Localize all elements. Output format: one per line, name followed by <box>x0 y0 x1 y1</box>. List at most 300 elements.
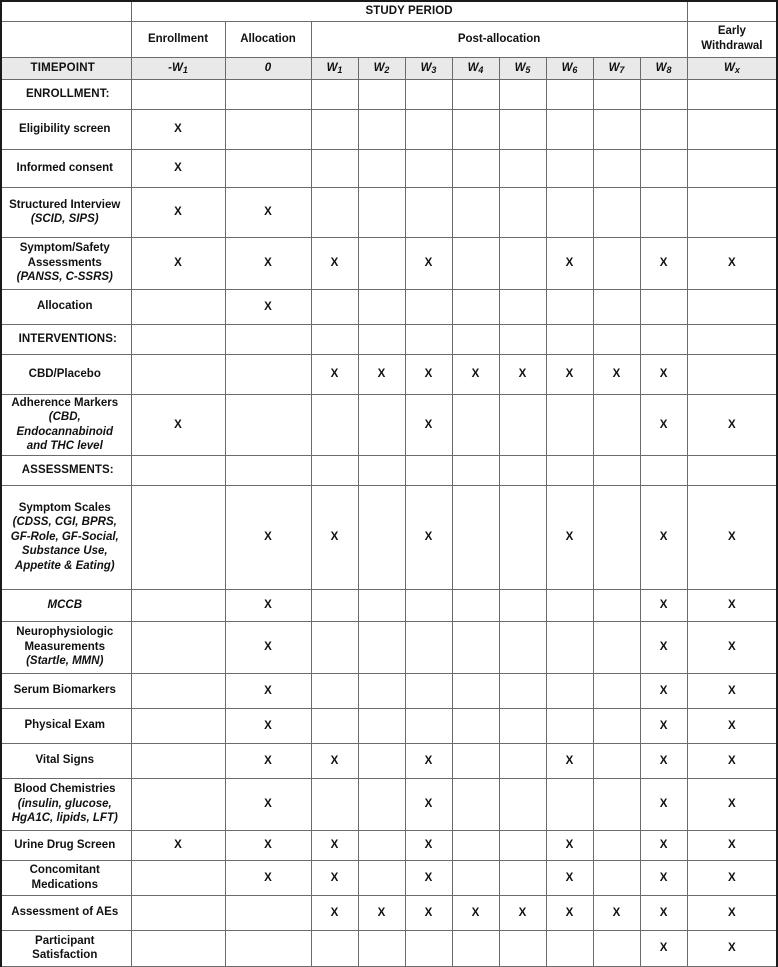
mark-cell-w2: X <box>358 895 405 930</box>
mark-cell-w3: X <box>405 830 452 860</box>
empty-cell-w3 <box>405 708 452 743</box>
empty-cell-w4 <box>452 708 499 743</box>
table-row <box>1 589 777 621</box>
section-cell-w2 <box>358 324 405 354</box>
empty-cell-w6 <box>546 673 593 708</box>
empty-cell-w3 <box>405 109 452 149</box>
empty-cell-w5 <box>499 930 546 966</box>
mark-cell-w8: X <box>640 895 687 930</box>
empty-cell-w5 <box>499 589 546 621</box>
empty-cell-w7 <box>593 589 640 621</box>
mark-cell-w4: X <box>452 895 499 930</box>
row-label: Informed consent <box>1 149 131 187</box>
empty-cell-w5 <box>499 830 546 860</box>
empty-cell-w2 <box>358 485 405 589</box>
timepoint-w8: $W_8$ <box>640 57 687 79</box>
mark-cell-wx: X <box>687 485 777 589</box>
header-corner-blank-right <box>687 1 777 21</box>
section-row <box>1 79 777 109</box>
row-label-italic: (CBD, Endocannabinoid and THC level <box>16 411 113 452</box>
group-early-withdrawal: Early Withdrawal <box>687 21 777 57</box>
timepoint-w4: $W_4$ <box>452 57 499 79</box>
section-cell-w6 <box>546 324 593 354</box>
mark-cell-alloc: X <box>225 778 311 830</box>
mark-cell-w2: X <box>358 354 405 394</box>
mark-cell-alloc: X <box>225 187 311 237</box>
group-header-row <box>1 21 777 57</box>
timepoint-w6: $W_6$ <box>546 57 593 79</box>
mark-cell-enroll: X <box>131 394 225 455</box>
empty-cell-w1 <box>311 149 358 187</box>
empty-cell-w6 <box>546 778 593 830</box>
section-title: INTERVENTIONS: <box>1 324 131 354</box>
empty-cell-w2 <box>358 621 405 673</box>
empty-cell-w2 <box>358 149 405 187</box>
mark-cell-w6: X <box>546 743 593 778</box>
section-cell-w6 <box>546 455 593 485</box>
section-cell-w8 <box>640 324 687 354</box>
empty-cell-w1 <box>311 589 358 621</box>
mark-cell-w8: X <box>640 354 687 394</box>
mark-cell-w8: X <box>640 830 687 860</box>
mark-cell-w1: X <box>311 743 358 778</box>
row-label: Eligibility screen <box>1 109 131 149</box>
empty-cell-enroll <box>131 930 225 966</box>
mark-cell-alloc: X <box>225 830 311 860</box>
empty-cell-w4 <box>452 394 499 455</box>
empty-cell-w6 <box>546 708 593 743</box>
mark-cell-wx: X <box>687 895 777 930</box>
section-cell-w8 <box>640 79 687 109</box>
row-label: Adherence Markers (CBD, Endocannabinoid and THC level <box>1 394 131 455</box>
section-cell-alloc <box>225 79 311 109</box>
empty-cell-w6 <box>546 394 593 455</box>
timepoint-subscript: 3 <box>431 64 437 75</box>
mark-cell-w6: X <box>546 237 593 289</box>
timepoint-alloc: 0 <box>225 57 311 79</box>
section-row <box>1 455 777 485</box>
mark-cell-w7: X <box>593 895 640 930</box>
empty-cell-wx <box>687 187 777 237</box>
empty-cell-w3 <box>405 930 452 966</box>
empty-cell-w8 <box>640 289 687 324</box>
section-cell-w5 <box>499 79 546 109</box>
empty-cell-w1 <box>311 187 358 237</box>
row-label: Structured Interview (SCID, SIPS) <box>1 187 131 237</box>
timepoint-subscript: 1 <box>182 64 188 75</box>
empty-cell-enroll <box>131 743 225 778</box>
empty-cell-w5 <box>499 109 546 149</box>
empty-cell-w1 <box>311 394 358 455</box>
empty-cell-w2 <box>358 109 405 149</box>
empty-cell-w4 <box>452 485 499 589</box>
empty-cell-wx <box>687 149 777 187</box>
empty-cell-w5 <box>499 289 546 324</box>
timepoint-w1: $W_1$ <box>311 57 358 79</box>
row-label: Symptom Scales (CDSS, CGI, BPRS, GF-Role, GF-Social, Substance Use, Appetite & Eating) <box>1 485 131 589</box>
empty-cell-w2 <box>358 708 405 743</box>
row-label <box>1 589 131 621</box>
mark-cell-wx: X <box>687 860 777 895</box>
empty-cell-w4 <box>452 589 499 621</box>
empty-cell-enroll <box>131 895 225 930</box>
section-row <box>1 324 777 354</box>
timepoint-subscript: 8 <box>666 64 672 75</box>
empty-cell-w5 <box>499 394 546 455</box>
empty-cell-w3 <box>405 621 452 673</box>
empty-cell-w2 <box>358 589 405 621</box>
empty-cell-w6 <box>546 289 593 324</box>
timepoint-wx: $W_x$ <box>687 57 777 79</box>
study-period-header: STUDY PERIOD <box>131 1 687 21</box>
mark-cell-w8: X <box>640 930 687 966</box>
mark-cell-enroll: X <box>131 830 225 860</box>
empty-cell-w8 <box>640 187 687 237</box>
section-cell-wx <box>687 455 777 485</box>
mark-cell-w8: X <box>640 860 687 895</box>
row-label: Concomitant Medications <box>1 860 131 895</box>
section-cell-w6 <box>546 79 593 109</box>
empty-cell-w5 <box>499 743 546 778</box>
empty-cell-w6 <box>546 621 593 673</box>
table-row <box>1 860 777 895</box>
table-row <box>1 187 777 237</box>
empty-cell-w3 <box>405 149 452 187</box>
empty-cell-w2 <box>358 830 405 860</box>
empty-cell-w4 <box>452 830 499 860</box>
empty-cell-wx <box>687 354 777 394</box>
empty-cell-w4 <box>452 149 499 187</box>
mark-cell-w1: X <box>311 895 358 930</box>
empty-cell-w5 <box>499 673 546 708</box>
empty-cell-wx <box>687 109 777 149</box>
timepoint-subscript: x <box>734 64 740 75</box>
empty-cell-w7 <box>593 149 640 187</box>
section-cell-w3 <box>405 79 452 109</box>
section-cell-enroll <box>131 455 225 485</box>
table-row <box>1 289 777 324</box>
table-row <box>1 673 777 708</box>
empty-cell-w2 <box>358 394 405 455</box>
empty-cell-w7 <box>593 778 640 830</box>
row-label: Vital Signs <box>1 743 131 778</box>
row-label: Urine Drug Screen <box>1 830 131 860</box>
mark-cell-enroll: X <box>131 149 225 187</box>
empty-cell-w1 <box>311 930 358 966</box>
mark-cell-w8: X <box>640 394 687 455</box>
timepoint-w5: $W_5$ <box>499 57 546 79</box>
mark-cell-w8: X <box>640 237 687 289</box>
mark-cell-w8: X <box>640 778 687 830</box>
mark-cell-w3: X <box>405 743 452 778</box>
mark-cell-w4: X <box>452 354 499 394</box>
section-cell-alloc <box>225 324 311 354</box>
row-label-italic: (PANSS, C-SSRS) <box>16 271 113 284</box>
mark-cell-wx: X <box>687 708 777 743</box>
empty-cell-enroll <box>131 354 225 394</box>
empty-cell-w8 <box>640 109 687 149</box>
section-cell-w1 <box>311 455 358 485</box>
empty-cell-w4 <box>452 930 499 966</box>
mark-cell-w3: X <box>405 485 452 589</box>
group-row-blank <box>1 21 131 57</box>
timepoint-subscript: 2 <box>384 64 390 75</box>
row-label: Physical Exam <box>1 708 131 743</box>
mark-cell-w6: X <box>546 830 593 860</box>
section-cell-w3 <box>405 455 452 485</box>
empty-cell-w6 <box>546 187 593 237</box>
row-label-italic: (Startle, MMN) <box>26 655 104 668</box>
mark-cell-w1: X <box>311 860 358 895</box>
mark-cell-alloc: X <box>225 237 311 289</box>
empty-cell-w7 <box>593 860 640 895</box>
mark-cell-w3: X <box>405 237 452 289</box>
section-cell-wx <box>687 79 777 109</box>
section-cell-w4 <box>452 455 499 485</box>
mark-cell-w3: X <box>405 394 452 455</box>
mark-cell-w3: X <box>405 354 452 394</box>
table-body <box>1 79 777 966</box>
empty-cell-w4 <box>452 187 499 237</box>
mark-cell-w8: X <box>640 589 687 621</box>
empty-cell-w7 <box>593 394 640 455</box>
mark-cell-alloc: X <box>225 673 311 708</box>
mark-cell-wx: X <box>687 589 777 621</box>
empty-cell-w4 <box>452 237 499 289</box>
empty-cell-w7 <box>593 109 640 149</box>
empty-cell-enroll <box>131 289 225 324</box>
empty-cell-enroll <box>131 860 225 895</box>
row-label: Symptom/Safety Assessments (PANSS, C-SSRS) <box>1 237 131 289</box>
empty-cell-alloc <box>225 109 311 149</box>
mark-cell-wx: X <box>687 237 777 289</box>
group-enrollment: Enrollment <box>131 21 225 57</box>
empty-cell-w4 <box>452 778 499 830</box>
table-row <box>1 109 777 149</box>
table-row <box>1 708 777 743</box>
empty-cell-w2 <box>358 860 405 895</box>
section-cell-w1 <box>311 324 358 354</box>
group-post-allocation: Post-allocation <box>311 21 687 57</box>
empty-cell-w2 <box>358 930 405 966</box>
mark-cell-w5: X <box>499 895 546 930</box>
section-cell-w4 <box>452 79 499 109</box>
table-row <box>1 237 777 289</box>
table-header <box>1 1 777 79</box>
empty-cell-w5 <box>499 485 546 589</box>
mark-cell-w6: X <box>546 485 593 589</box>
empty-cell-enroll <box>131 485 225 589</box>
empty-cell-w2 <box>358 673 405 708</box>
row-label-italic: MCCB <box>47 598 82 611</box>
timepoint-enroll: $-W_1$ <box>131 57 225 79</box>
mark-cell-w8: X <box>640 708 687 743</box>
empty-cell-w6 <box>546 930 593 966</box>
row-label-italic: (SCID, SIPS) <box>30 213 99 225</box>
section-cell-enroll <box>131 79 225 109</box>
mark-cell-alloc: X <box>225 621 311 673</box>
empty-cell-w7 <box>593 830 640 860</box>
mark-cell-wx: X <box>687 621 777 673</box>
mark-cell-enroll: X <box>131 109 225 149</box>
mark-cell-w6: X <box>546 895 593 930</box>
row-label: Participant Satisfaction <box>1 930 131 966</box>
section-cell-w7 <box>593 324 640 354</box>
row-label: Neurophysiologic Measurements (Startle, MMN) <box>1 621 131 673</box>
empty-cell-enroll <box>131 778 225 830</box>
mark-cell-w3: X <box>405 895 452 930</box>
section-cell-w8 <box>640 455 687 485</box>
table-row <box>1 485 777 589</box>
mark-cell-alloc: X <box>225 289 311 324</box>
table-row <box>1 394 777 455</box>
section-title: ASSESSMENTS: <box>1 455 131 485</box>
empty-cell-w8 <box>640 149 687 187</box>
empty-cell-w2 <box>358 187 405 237</box>
table-row <box>1 778 777 830</box>
mark-cell-wx: X <box>687 673 777 708</box>
empty-cell-w2 <box>358 289 405 324</box>
mark-cell-wx: X <box>687 930 777 966</box>
empty-cell-w4 <box>452 743 499 778</box>
section-cell-w5 <box>499 455 546 485</box>
empty-cell-w1 <box>311 708 358 743</box>
table-row <box>1 895 777 930</box>
empty-cell-w4 <box>452 289 499 324</box>
timepoint-subscript: 1 <box>337 64 343 75</box>
section-cell-w5 <box>499 324 546 354</box>
empty-cell-w5 <box>499 778 546 830</box>
empty-cell-w2 <box>358 778 405 830</box>
table-row <box>1 830 777 860</box>
group-allocation: Allocation <box>225 21 311 57</box>
empty-cell-w1 <box>311 673 358 708</box>
timepoint-subscript: 5 <box>525 64 531 75</box>
mark-cell-w1: X <box>311 237 358 289</box>
section-cell-w7 <box>593 455 640 485</box>
section-cell-w3 <box>405 324 452 354</box>
mark-cell-alloc: X <box>225 708 311 743</box>
empty-cell-w7 <box>593 743 640 778</box>
timepoint-w3: $W_3$ <box>405 57 452 79</box>
section-cell-w2 <box>358 455 405 485</box>
mark-cell-wx: X <box>687 743 777 778</box>
empty-cell-w3 <box>405 289 452 324</box>
mark-cell-wx: X <box>687 830 777 860</box>
mark-cell-alloc: X <box>225 743 311 778</box>
mark-cell-w3: X <box>405 860 452 895</box>
empty-cell-w5 <box>499 237 546 289</box>
mark-cell-alloc: X <box>225 589 311 621</box>
empty-cell-w6 <box>546 589 593 621</box>
row-label: Blood Chemistries (insulin, glucose, HgA1C, lipids, LFT) <box>1 778 131 830</box>
empty-cell-w4 <box>452 109 499 149</box>
mark-cell-w5: X <box>499 354 546 394</box>
empty-cell-w3 <box>405 187 452 237</box>
timepoint-subscript: 7 <box>619 64 625 75</box>
mark-cell-w8: X <box>640 673 687 708</box>
mark-cell-w8: X <box>640 743 687 778</box>
table-row <box>1 149 777 187</box>
empty-cell-enroll <box>131 621 225 673</box>
empty-cell-w4 <box>452 621 499 673</box>
table-row <box>1 354 777 394</box>
empty-cell-wx <box>687 289 777 324</box>
empty-cell-w1 <box>311 109 358 149</box>
timepoint-w7: $W_7$ <box>593 57 640 79</box>
timepoint-subscript: 6 <box>572 64 578 75</box>
mark-cell-wx: X <box>687 778 777 830</box>
empty-cell-w7 <box>593 485 640 589</box>
section-cell-w7 <box>593 79 640 109</box>
section-cell-wx <box>687 324 777 354</box>
mark-cell-w6: X <box>546 860 593 895</box>
section-cell-enroll <box>131 324 225 354</box>
empty-cell-alloc <box>225 394 311 455</box>
mark-cell-w1: X <box>311 485 358 589</box>
mark-cell-wx: X <box>687 394 777 455</box>
empty-cell-enroll <box>131 673 225 708</box>
empty-cell-alloc <box>225 895 311 930</box>
empty-cell-enroll <box>131 589 225 621</box>
timepoint-row <box>1 57 777 79</box>
empty-cell-w1 <box>311 778 358 830</box>
empty-cell-w2 <box>358 743 405 778</box>
empty-cell-w7 <box>593 621 640 673</box>
empty-cell-w7 <box>593 237 640 289</box>
empty-cell-w7 <box>593 708 640 743</box>
empty-cell-w5 <box>499 621 546 673</box>
empty-cell-alloc <box>225 149 311 187</box>
empty-cell-enroll <box>131 708 225 743</box>
table-row <box>1 930 777 966</box>
empty-cell-w4 <box>452 860 499 895</box>
empty-cell-w3 <box>405 589 452 621</box>
mark-cell-alloc: X <box>225 485 311 589</box>
empty-cell-w5 <box>499 149 546 187</box>
row-label: Allocation <box>1 289 131 324</box>
section-cell-alloc <box>225 455 311 485</box>
row-label-italic: (insulin, glucose, HgA1C, lipids, LFT) <box>11 797 118 825</box>
mark-cell-w7: X <box>593 354 640 394</box>
empty-cell-w6 <box>546 109 593 149</box>
mark-cell-w8: X <box>640 485 687 589</box>
empty-cell-w7 <box>593 187 640 237</box>
empty-cell-w1 <box>311 289 358 324</box>
empty-cell-w4 <box>452 673 499 708</box>
study-period-row <box>1 1 777 21</box>
mark-cell-enroll: X <box>131 237 225 289</box>
empty-cell-w7 <box>593 673 640 708</box>
timepoint-w2: $W_2$ <box>358 57 405 79</box>
mark-cell-w8: X <box>640 621 687 673</box>
section-cell-w2 <box>358 79 405 109</box>
header-corner-blank <box>1 1 131 21</box>
timepoint-subscript: 4 <box>478 64 484 75</box>
section-cell-w1 <box>311 79 358 109</box>
mark-cell-w1: X <box>311 830 358 860</box>
empty-cell-w7 <box>593 930 640 966</box>
mark-cell-w3: X <box>405 778 452 830</box>
row-label: Assessment of AEs <box>1 895 131 930</box>
table-row <box>1 621 777 673</box>
empty-cell-w2 <box>358 237 405 289</box>
table-row <box>1 743 777 778</box>
empty-cell-alloc <box>225 930 311 966</box>
section-cell-w4 <box>452 324 499 354</box>
mark-cell-alloc: X <box>225 860 311 895</box>
empty-cell-w5 <box>499 860 546 895</box>
